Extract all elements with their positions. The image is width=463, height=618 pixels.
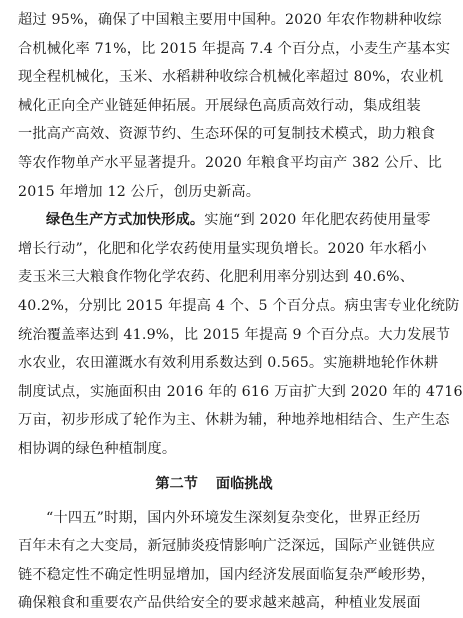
text-line: 水农业，农田灌溉水有效利用系数达到 0.565。实施耕地轮作休耕 — [18, 355, 439, 372]
text-line: 等农作物单产水平显著提升。2020 年粮食平均亩产 382 公斤、比 — [18, 154, 443, 171]
text-line: 现全程机械化，玉米、水稻耕种收综合机械化率超过 80%，农业机 — [18, 69, 444, 86]
section-number: 第二节 — [155, 475, 198, 492]
section-heading — [18, 464, 410, 504]
text-line: 百年未有之大变局，新冠肺炎疫情影响广泛深远，国际产业链供应 — [18, 538, 436, 555]
text-line: 万亩，初步形成了轮作为主、休耕为辅，种地养地相结合、生产生态 — [18, 412, 450, 429]
text-line: 链不稳定性不确定性明显增加，国内经济发展面临复杂严峻形势， — [18, 566, 436, 583]
text-line: 增长行动”，化肥和化学农药使用量实现负增长。2020 年水稻小 — [18, 240, 427, 257]
paragraph-challenges — [18, 504, 436, 618]
text-line: 麦玉米三大粮食作物化学农药、化肥利用率分别达到 40.6%、 — [18, 269, 415, 286]
section-title: 面临挑战 — [215, 475, 273, 492]
text-span: 实施“到 2020 年化肥农药使用量零 — [204, 212, 431, 229]
text-line: “十四五”时期，国内外环境发生深刻复杂变化，世界正经历 — [46, 509, 421, 526]
text-line: 超过 95%，确保了中国粮主要用中国种。2020 年农作物耕种收综 — [18, 12, 442, 28]
paragraph-first-line — [18, 206, 431, 235]
paragraph-green-production — [18, 206, 463, 463]
text-line: 相协调的绿色种植制度。 — [18, 440, 177, 457]
text-line: 合机械化率 71%，比 2015 年提高 7.4 个百分点，小麦生产基本实 — [18, 40, 451, 57]
text-line: 制度试点，实施面积由 2016 年的 616 万亩扩大到 2020 年的 4716 — [18, 383, 463, 400]
text-line: 2015 年增加 12 公斤，创历史新高。 — [18, 183, 261, 200]
text-line: 确保粮食和重要农产品供给安全的要求越来越高，种植业发展面 — [18, 595, 421, 612]
document-page — [18, 6, 463, 618]
text-line: 一批高产高效、资源节约、生态环保的可复制技术模式，助力粮食 — [18, 126, 436, 143]
paragraph-lead-heading: 绿色生产方式加快形成。 — [46, 212, 205, 229]
paragraph-mechanization — [18, 6, 451, 206]
text-line: 械化正向全产业链延伸拓展。开展绿色高质高效行动，集成组装 — [18, 97, 421, 114]
text-line: 40.2%，分别比 2015 年提高 4 个、5 个百分点。病虫害专业化统防 — [18, 297, 460, 314]
text-line: 统治覆盖率达到 41.9%，比 2015 年提高 9 个百分点。大力发展节 — [18, 326, 451, 343]
